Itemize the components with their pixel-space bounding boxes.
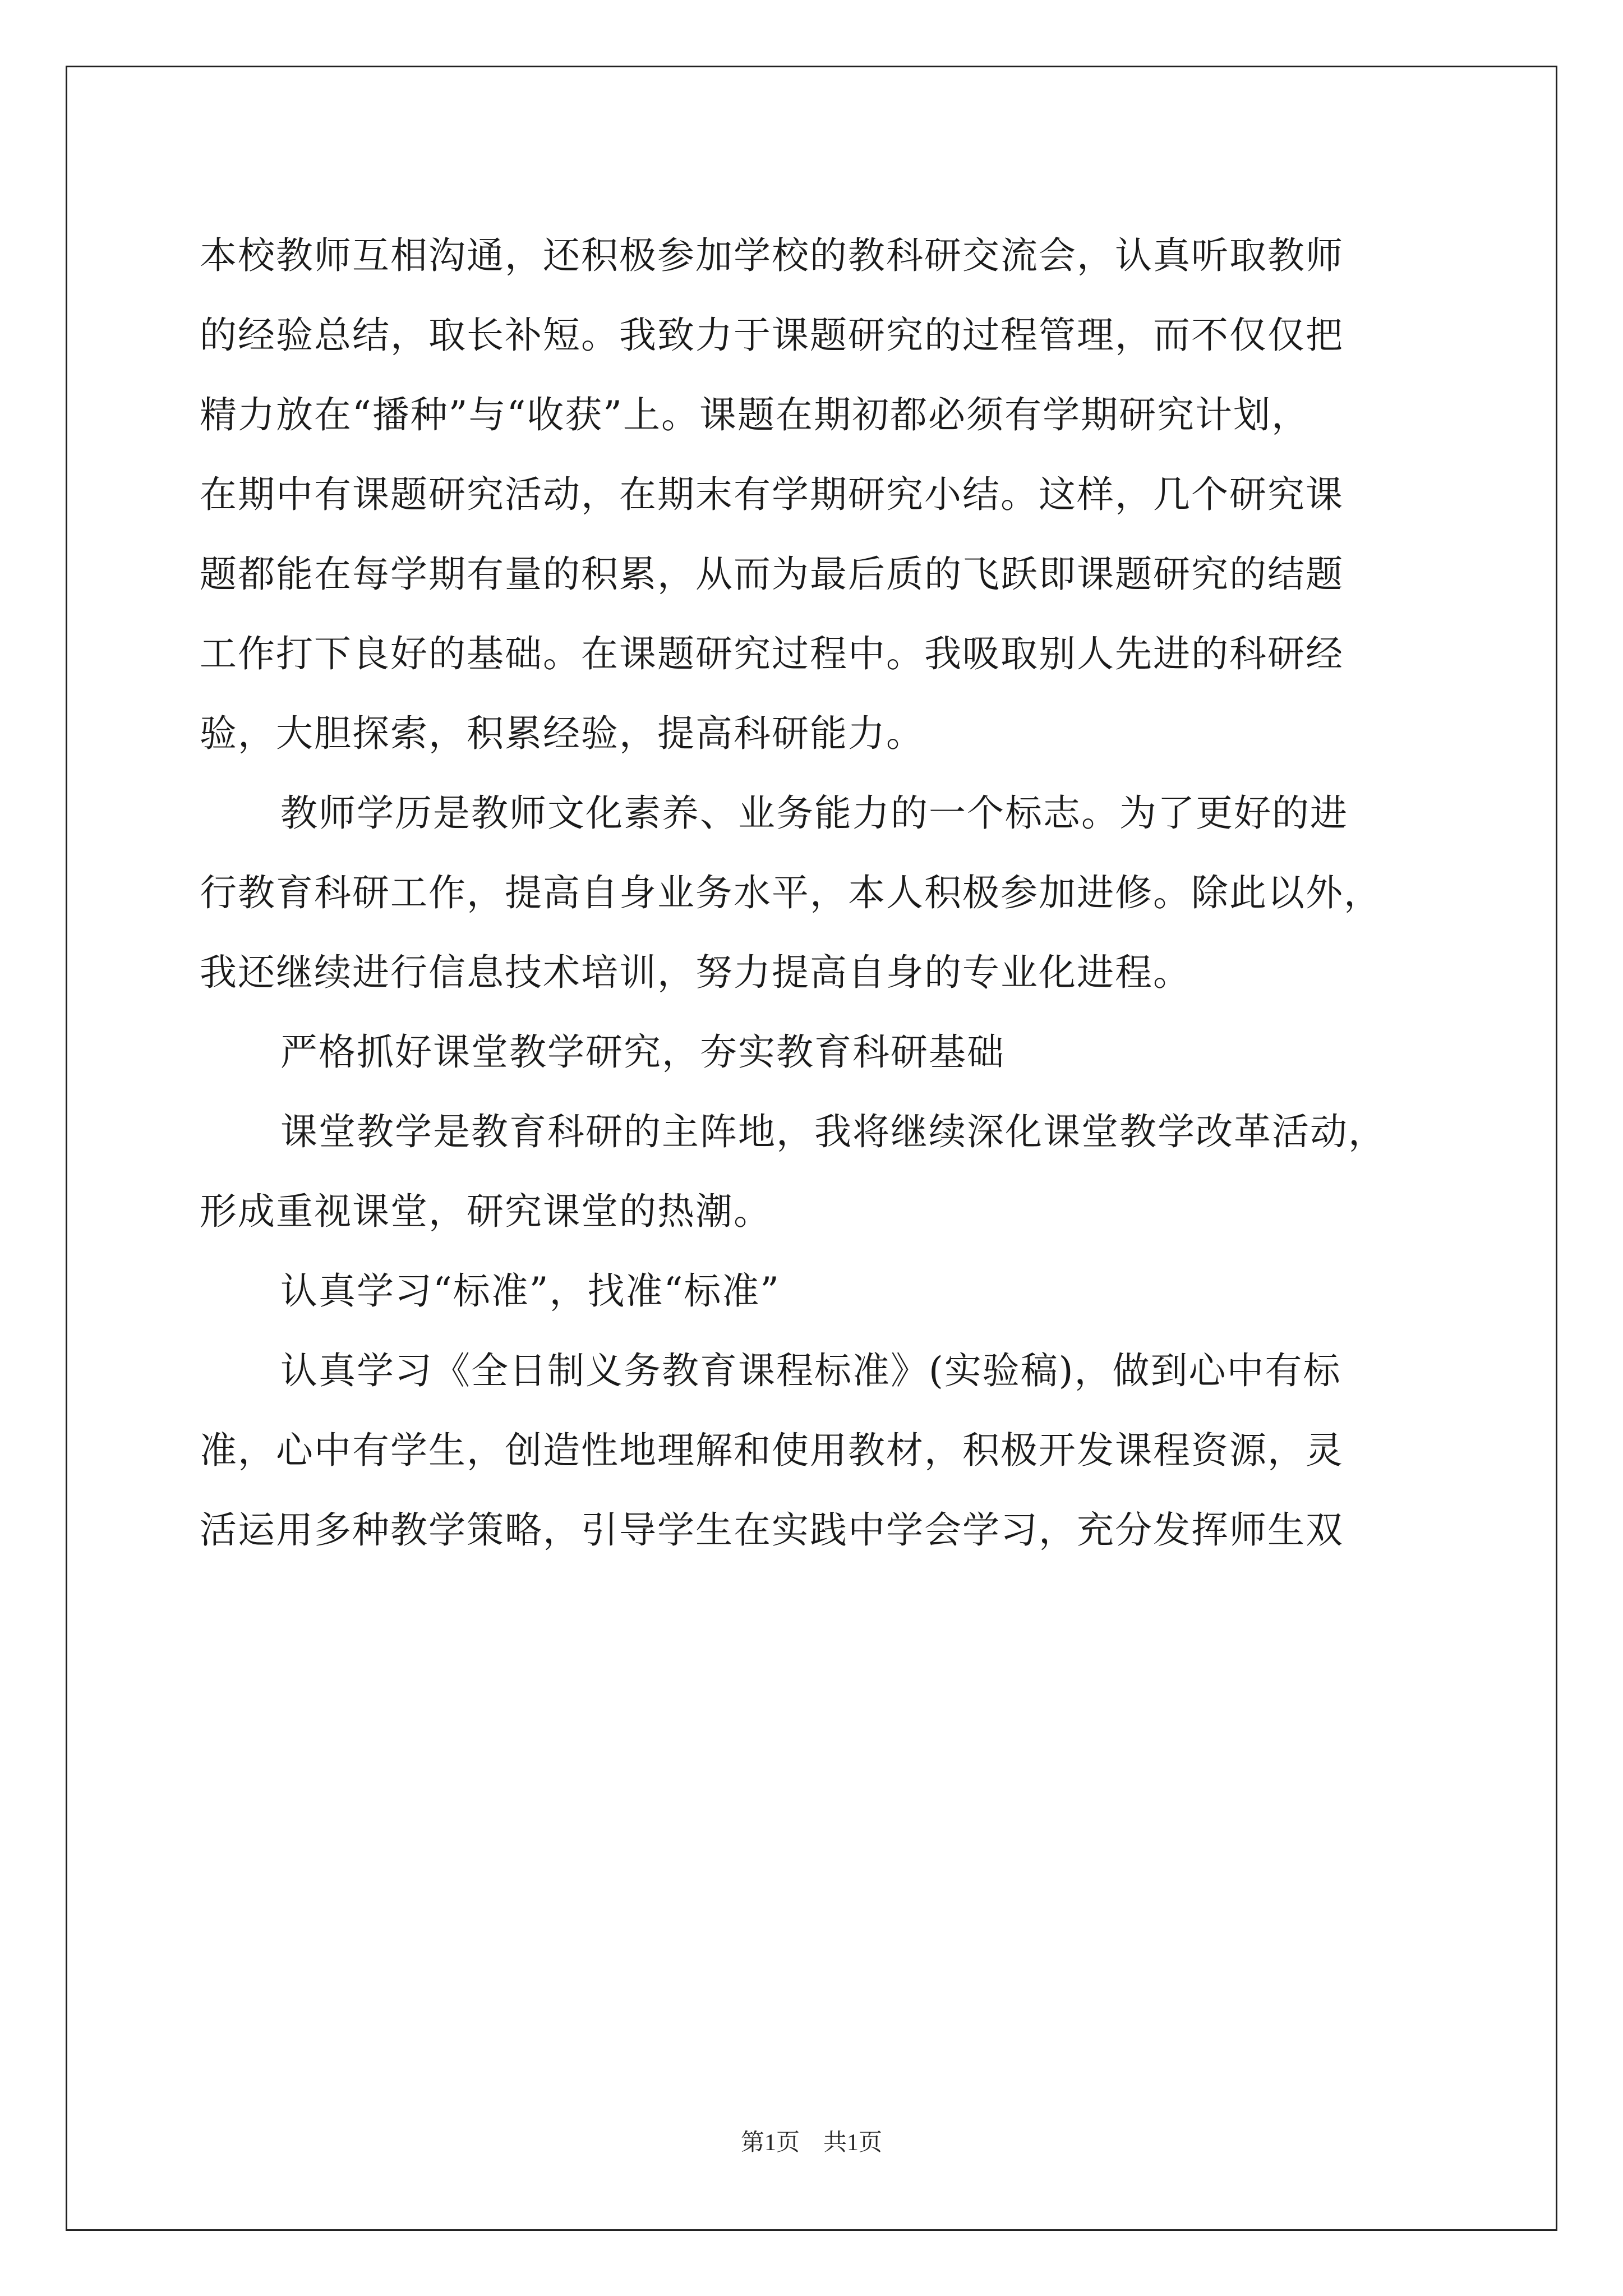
text-line: 我还继续进行信息技术培训，努力提高自身的专业化进程。 [200,951,1191,994]
text-line: 精力放在“播种”与“收获”上。课题在期初都必须有学期研究计划， [200,393,1310,436]
section-heading: 严格抓好课堂教学研究，夯实教育科研基础 [280,1030,1005,1074]
text-line: 在期中有课题研究活动，在期末有学期研究小结。这样，几个研究课 [200,473,1344,516]
text-line: 工作打下良好的基础。在课题研究过程中。我吸取别人先进的科研经 [200,632,1344,675]
page-number-footer: 第1页 共1页 [740,2130,882,2156]
text-line: 形成重视课堂，研究课堂的热潮。 [200,1190,772,1233]
document-body [200,216,1433,1570]
text-line: 准，心中有学生，创造性地理解和使用教材，积极开发课程资源，灵 [200,1429,1344,1472]
text-line: 验，大胆探索，积累经验，提高科研能力。 [200,712,924,755]
paragraph-start-line: 课堂教学是教育科研的主阵地，我将继续深化课堂教学改革活动， [280,1110,1386,1153]
text-line: 题都能在每学期有量的积累，从而为最后质的飞跃即课题研究的结题 [200,553,1344,596]
text-line: 活运用多种教学策略，引导学生在实践中学会学习，充分发挥师生双 [200,1508,1344,1552]
text-line: 本校教师互相沟通，还积极参加学校的教科研交流会，认真听取教师 [200,234,1344,277]
paragraph-start-line: 认真学习《全日制义务教育课程标准》(实验稿)，做到心中有标 [280,1349,1341,1392]
text-line: 的经验总结，取长补短。我致力于课题研究的过程管理，而不仅仅把 [200,314,1344,357]
section-heading: 认真学习“标准”，找准“标准” [280,1269,780,1313]
paragraph-start-line: 教师学历是教师文化素养、业务能力的一个标志。为了更好的进 [280,792,1348,835]
text-line: 行教育科研工作，提高自身业务水平，本人积极参加进修。除此以外， [200,871,1382,914]
